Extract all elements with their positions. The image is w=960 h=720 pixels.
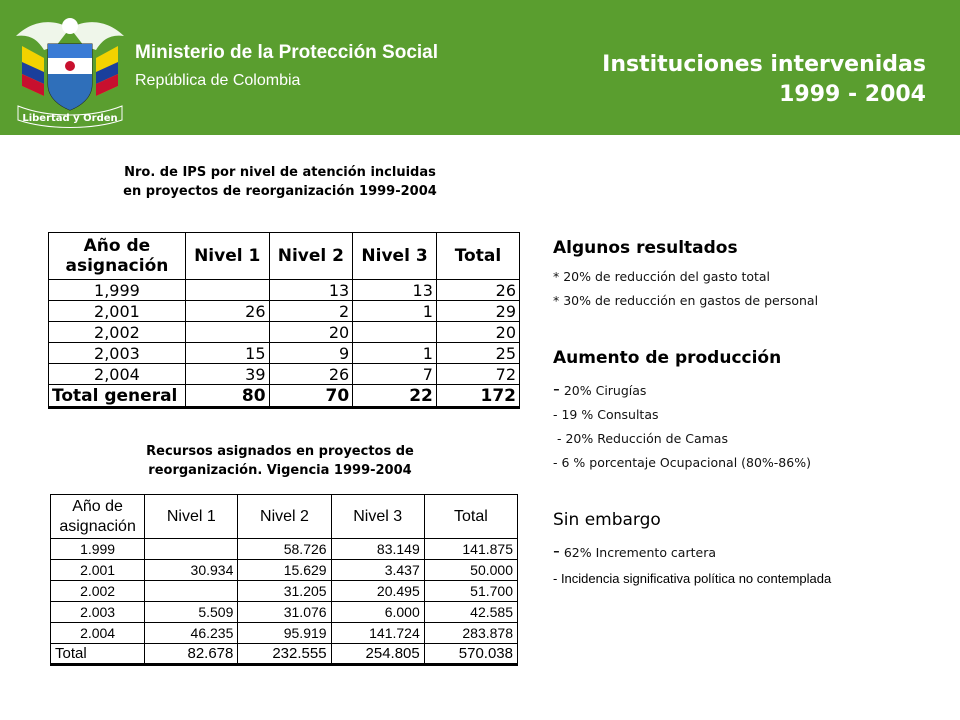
total-cell: 25 <box>436 343 519 364</box>
n3-cell <box>353 322 437 343</box>
dash: - <box>553 540 560 562</box>
year-cell: 2.001 <box>51 560 145 581</box>
grand-total-cell: 570.038 <box>424 644 517 665</box>
total-row <box>49 385 520 408</box>
table-row <box>49 343 520 364</box>
resources-table-caption <box>70 442 490 480</box>
n3-cell: 1 <box>353 301 437 322</box>
production-item <box>553 378 646 400</box>
results-heading: Algunos resultados <box>553 238 738 258</box>
country-name: República de Colombia <box>135 72 301 89</box>
results-item: * 20% de reducción del gasto total <box>553 269 771 284</box>
resources-table <box>50 494 518 666</box>
n2-cell: 95.919 <box>238 623 331 644</box>
total-cell: 283.878 <box>424 623 517 644</box>
however-item: - Incidencia significativa política no contemplada <box>553 571 832 586</box>
n3-cell: 83.149 <box>331 539 424 560</box>
however-heading: Sin embargo <box>553 510 661 530</box>
production-heading: Aumento de producción <box>553 348 782 368</box>
n3-cell: 20.495 <box>331 581 424 602</box>
year-cell: 1,999 <box>49 280 186 301</box>
n3-total-cell: 22 <box>353 385 437 408</box>
resources-caption-line1: Recursos asignados en proyectos de <box>146 444 414 459</box>
total-cell: 26 <box>436 280 519 301</box>
ips-table <box>48 232 520 409</box>
table-row <box>49 322 520 343</box>
year-cell: 2.003 <box>51 602 145 623</box>
however-item-text: 62% Incremento cartera <box>559 545 716 560</box>
res-col-year-line2: asignación <box>59 517 136 535</box>
ips-col-year-line2: asignación <box>65 256 169 276</box>
year-cell: 2.004 <box>51 623 145 644</box>
n1-cell: 15 <box>185 343 269 364</box>
production-item-text: 20% Cirugías <box>559 383 647 398</box>
n3-total-cell: 254.805 <box>331 644 424 665</box>
total-cell: 50.000 <box>424 560 517 581</box>
n3-cell: 141.724 <box>331 623 424 644</box>
n3-cell: 1 <box>353 343 437 364</box>
page-title-years: 1999 - 2004 <box>779 82 926 107</box>
ips-caption-line1: Nro. de IPS por nivel de atención incluidas <box>124 165 436 180</box>
header-banner <box>0 0 960 135</box>
logo-motto: Libertad y Orden <box>22 113 118 124</box>
n2-cell: 20 <box>269 322 353 343</box>
res-col-year-line1: Año de <box>72 497 123 515</box>
ministry-name: Ministerio de la Protección Social <box>135 42 439 63</box>
table-row <box>51 560 518 581</box>
n1-cell <box>145 581 238 602</box>
total-label-cell: Total <box>51 644 145 665</box>
n2-cell: 58.726 <box>238 539 331 560</box>
ips-col-year-line1: Año de <box>83 236 151 256</box>
ips-table-header-row <box>49 233 520 280</box>
ips-col-n1: Nivel 1 <box>185 233 269 280</box>
year-cell: 1.999 <box>51 539 145 560</box>
year-cell: 2.002 <box>51 581 145 602</box>
year-cell: 2,004 <box>49 364 186 385</box>
n2-cell: 13 <box>269 280 353 301</box>
total-cell: 51.700 <box>424 581 517 602</box>
year-cell: 2,001 <box>49 301 186 322</box>
n1-cell <box>185 322 269 343</box>
n1-cell: 5.509 <box>145 602 238 623</box>
n1-cell: 39 <box>185 364 269 385</box>
table-row <box>49 280 520 301</box>
production-item: - 6 % porcentaje Ocupacional (80%-86%) <box>553 455 811 470</box>
res-col-n1: Nivel 1 <box>145 495 238 539</box>
year-cell: 2,003 <box>49 343 186 364</box>
table-row <box>51 623 518 644</box>
ips-table-caption <box>70 163 490 201</box>
grand-total-cell: 172 <box>436 385 519 408</box>
table-row <box>51 539 518 560</box>
n2-cell: 26 <box>269 364 353 385</box>
ips-col-n2: Nivel 2 <box>269 233 353 280</box>
resources-caption-line2: reorganización. Vigencia 1999-2004 <box>148 463 412 478</box>
table-row <box>49 364 520 385</box>
total-cell: 29 <box>436 301 519 322</box>
n1-cell: 30.934 <box>145 560 238 581</box>
res-col-total: Total <box>424 495 517 539</box>
res-col-year <box>51 495 145 539</box>
total-cell: 42.585 <box>424 602 517 623</box>
production-item: - 20% Reducción de Camas <box>553 431 728 446</box>
production-item: - 19 % Consultas <box>553 407 659 422</box>
page-title: Instituciones intervenidas <box>602 52 926 77</box>
table-row <box>51 602 518 623</box>
total-cell: 141.875 <box>424 539 517 560</box>
total-cell: 72 <box>436 364 519 385</box>
n1-cell: 46.235 <box>145 623 238 644</box>
ips-col-year <box>49 233 186 280</box>
n2-total-cell: 232.555 <box>238 644 331 665</box>
res-col-n2: Nivel 2 <box>238 495 331 539</box>
n2-cell: 9 <box>269 343 353 364</box>
n1-cell <box>185 280 269 301</box>
n2-cell: 31.205 <box>238 581 331 602</box>
n2-cell: 2 <box>269 301 353 322</box>
year-cell: 2,002 <box>49 322 186 343</box>
ips-caption-line2: en proyectos de reorganización 1999-2004 <box>123 184 437 199</box>
dash: - <box>553 378 560 400</box>
table-row <box>49 301 520 322</box>
coat-of-arms-logo <box>8 6 133 131</box>
n2-cell: 15.629 <box>238 560 331 581</box>
n2-cell: 31.076 <box>238 602 331 623</box>
n3-cell: 3.437 <box>331 560 424 581</box>
results-item: * 30% de reducción en gastos de personal <box>553 293 819 308</box>
n1-cell: 26 <box>185 301 269 322</box>
ips-col-total: Total <box>436 233 519 280</box>
n1-total-cell: 82.678 <box>145 644 238 665</box>
however-item <box>553 540 716 562</box>
total-row <box>51 644 518 665</box>
n3-cell: 7 <box>353 364 437 385</box>
n2-total-cell: 70 <box>269 385 353 408</box>
total-cell: 20 <box>436 322 519 343</box>
total-label-cell: Total general <box>49 385 186 408</box>
n3-cell: 6.000 <box>331 602 424 623</box>
res-col-n3: Nivel 3 <box>331 495 424 539</box>
n3-cell: 13 <box>353 280 437 301</box>
n1-cell <box>145 539 238 560</box>
table-row <box>51 581 518 602</box>
n1-total-cell: 80 <box>185 385 269 408</box>
ips-col-n3: Nivel 3 <box>353 233 437 280</box>
resources-table-header-row <box>51 495 518 539</box>
